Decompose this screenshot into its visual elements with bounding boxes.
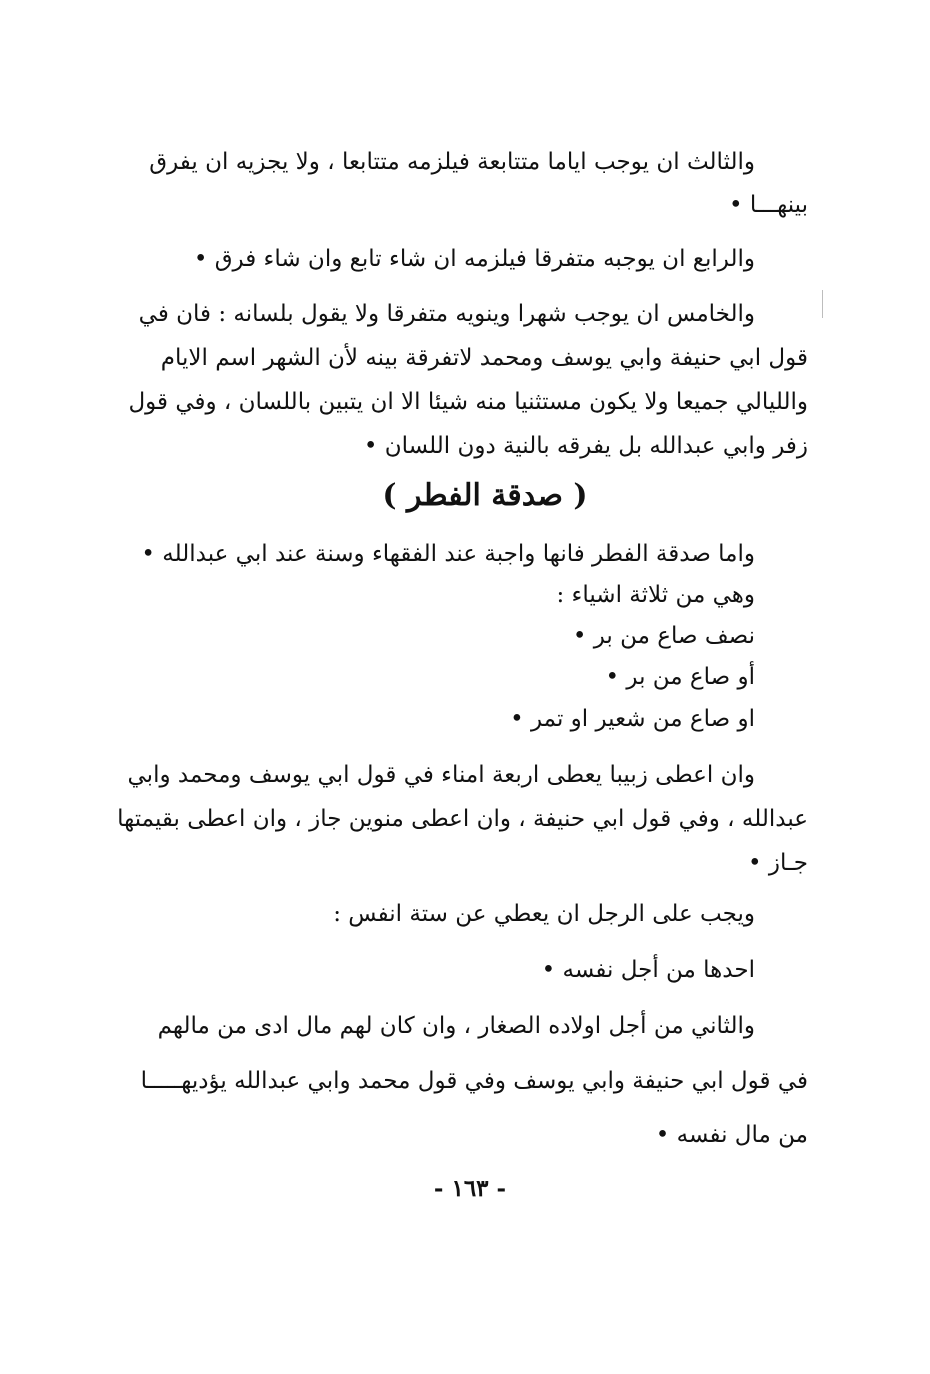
page-number: - ١٦٣ -: [433, 1175, 507, 1202]
text-line: جـاز •: [748, 850, 808, 876]
text-line: من مال نفسه •: [655, 1122, 808, 1148]
text-line: قول ابي حنيفة وابي يوسف ومحمد لاتفرقة بينه لأن الشهر اسم الايام: [160, 345, 808, 371]
text-line: عبدالله ، وفي قول ابي حنيفة ، وان اعطى منوين جاز ، وان اعطى بقيمتها: [117, 806, 808, 832]
text-line: والليالي جميعا ولا يكون مستثنيا منه شيئا الا ان يتبين باللسان ، وفي قول: [128, 389, 808, 415]
text-line: واما صدقة الفطر فانها واجبة عند الفقهاء وسنة عند ابي عبدالله •: [141, 541, 755, 567]
text-line: ويجب على الرجل ان يعطي عن ستة انفس :: [333, 901, 755, 927]
margin-mark: [822, 290, 823, 318]
section-heading: ( صدقة الفطر ): [382, 478, 588, 513]
text-line: والثاني من أجل اولاده الصغار ، وان كان لهم مال ادى من مالهم: [157, 1013, 755, 1039]
list-item: نصف صاع من بر •: [572, 623, 755, 649]
text-line: والثالث ان يوجب اياما متتابعة فيلزمه متتابعا ، ولا يجزيه ان يفرق: [149, 149, 755, 175]
text-line: في قول ابي حنيفة وابي يوسف وفي قول محمد وابي عبدالله يؤديهـــــا: [140, 1068, 808, 1094]
text-line: وان اعطى زبيبا يعطى اربعة امناء في قول ابي يوسف ومحمد وابي: [127, 762, 755, 788]
text-line: بينهـــا •: [729, 192, 808, 218]
list-item: او صاع من شعير او تمر •: [510, 706, 755, 732]
text-line: زفر وابي عبدالله بل يفرقه بالنية دون اللسان •: [363, 433, 808, 459]
list-item: أو صاع من بر •: [605, 664, 755, 690]
text-line: احدها من أجل نفسه •: [541, 957, 755, 983]
text-line: والرابع ان يوجبه متفرقا فيلزمه ان شاء تابع وان شاء فرق •: [193, 246, 755, 272]
text-line: وهي من ثلاثة اشياء :: [556, 582, 755, 608]
text-line: والخامس ان يوجب شهرا وينويه متفرقا ولا يقول بلسانه : فان في: [138, 301, 755, 327]
